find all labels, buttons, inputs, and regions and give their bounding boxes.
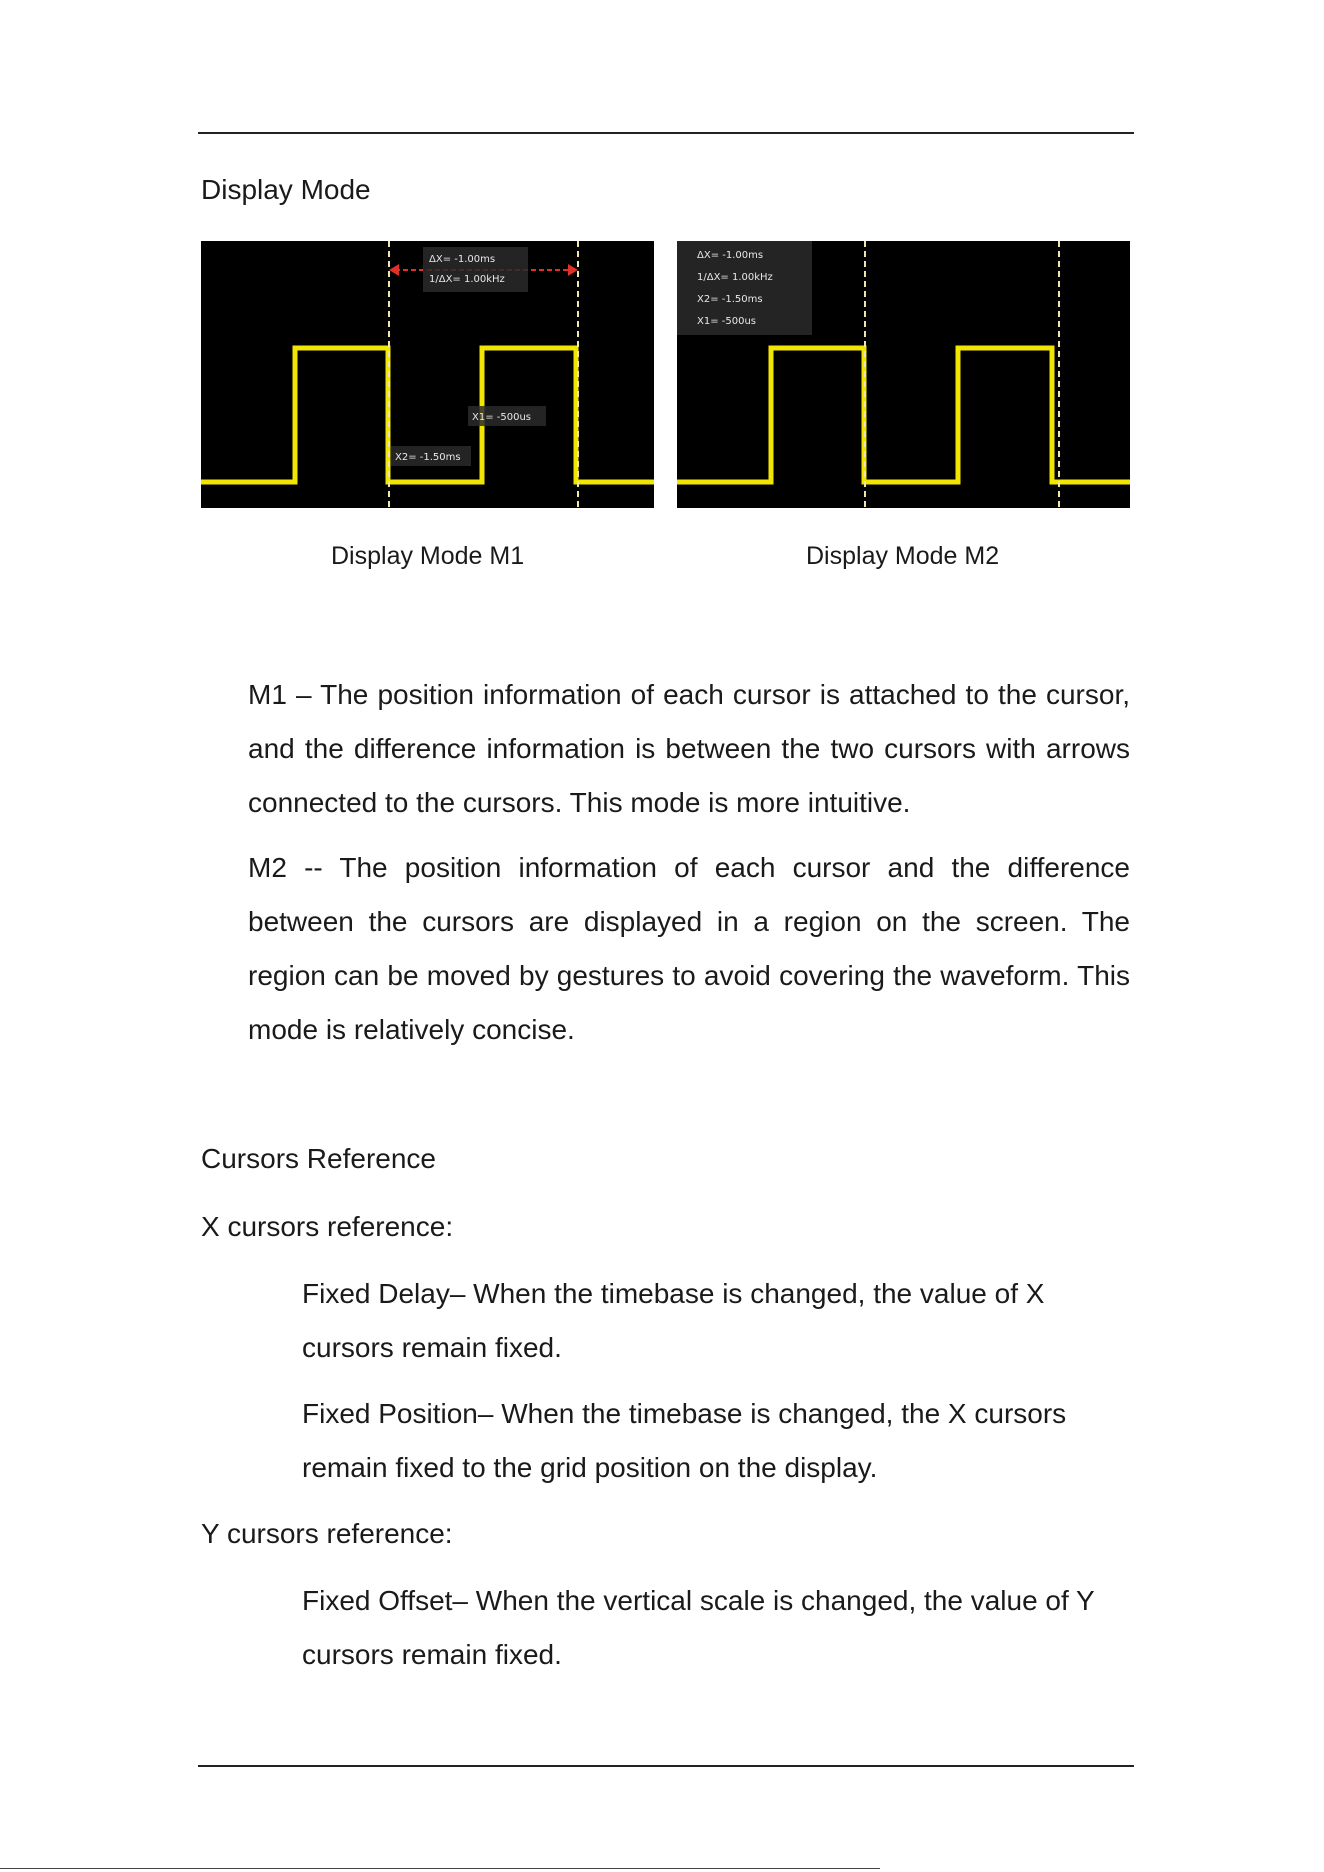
page-edge-line <box>0 1868 880 1869</box>
footer-rule <box>198 1765 1134 1767</box>
m1-delta-x-label: ΔX= -1.00ms <box>429 254 496 265</box>
m1-inverse-delta-x-label: 1/ΔX= 1.00kHz <box>429 274 505 285</box>
m1-x2-label: X2= -1.50ms <box>395 452 461 463</box>
scope-screenshot-m2 <box>677 241 1130 508</box>
m2-x2-label: X2= -1.50ms <box>697 294 763 305</box>
paragraph-m1: M1 – The position information of each cursor is attached to the cursor, and the difference information is between the two cursors with arrows connected to the cursors. This mode is more intuitive. <box>248 679 1130 818</box>
scope-screenshot-m1 <box>201 241 654 508</box>
fixed-position-text: Fixed Position– When the timebase is changed, the X cursors remain fixed to the grid position on the display. <box>302 1398 1067 1483</box>
section-title-display-mode: Display Mode <box>201 174 371 205</box>
x-cursors-reference-label: X cursors reference: <box>201 1211 454 1242</box>
y-cursors-reference-label: Y cursors reference: <box>201 1518 453 1549</box>
m2-inverse-delta-x-label: 1/ΔX= 1.00kHz <box>697 272 773 283</box>
fixed-offset-text: Fixed Offset– When the vertical scale is changed, the value of Y cursors remain fixed. <box>302 1585 1095 1670</box>
section-title-cursors-reference: Cursors Reference <box>201 1143 436 1174</box>
fixed-delay-text: Fixed Delay– When the timebase is changed, the value of X cursors remain fixed. <box>302 1278 1045 1363</box>
caption-m1: Display Mode M1 <box>331 542 525 570</box>
paragraph-m2: M2 -- The position information of each cursor and the difference between the cursors are displayed in a region on the screen. The region can be moved by gestures to avoid covering the waveform. This mode is relatively concise. <box>248 852 1130 1045</box>
m2-x1-label: X1= -500us <box>697 316 757 327</box>
caption-m2: Display Mode M2 <box>806 542 1000 570</box>
m1-x1-label: X1= -500us <box>472 412 532 423</box>
waveform-m2 <box>677 348 1130 482</box>
header-rule <box>198 132 1134 134</box>
m2-delta-x-label: ΔX= -1.00ms <box>697 250 764 261</box>
